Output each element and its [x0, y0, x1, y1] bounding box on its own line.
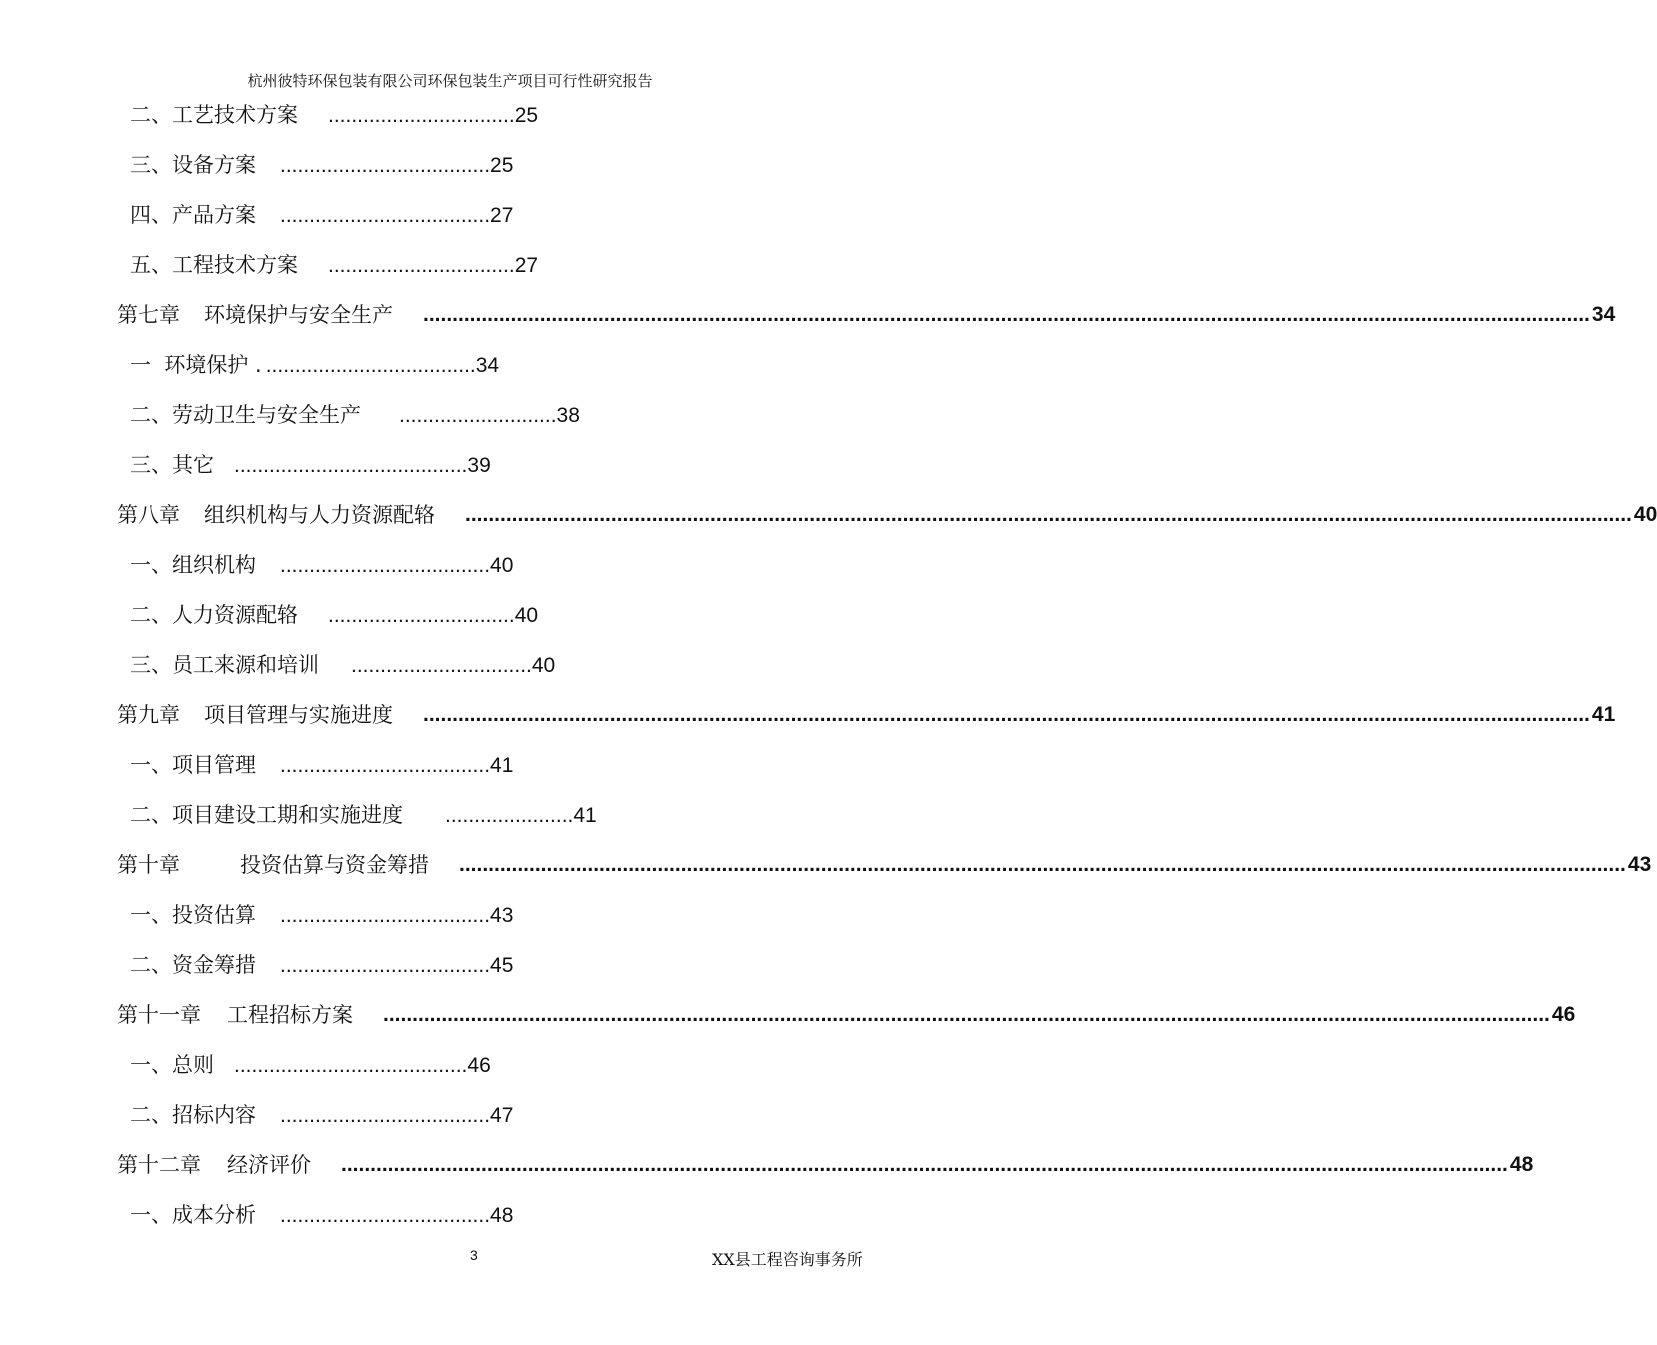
toc-section-entry[interactable]	[130, 400, 580, 430]
section-page-number: 46	[467, 1054, 491, 1077]
chapter-page-number: 34	[1591, 303, 1616, 326]
toc-chapter-entry[interactable]	[117, 300, 1616, 330]
section-page-number: 40	[514, 604, 539, 627]
toc-chapter-entry[interactable]	[117, 1000, 1576, 1030]
toc-section-entry[interactable]	[130, 350, 499, 380]
leader-dots: ....................................	[280, 1104, 491, 1127]
section-title: 二、资金筹措	[130, 953, 256, 977]
chapter-number: 第十一章	[117, 1003, 201, 1027]
chapter-title: 组织机构与人力资源配辂	[204, 503, 435, 527]
footer-organization: XX县工程咨询事务所	[712, 1250, 863, 1269]
leader-dots: ....................................	[280, 904, 491, 927]
section-page-number: 40	[490, 554, 514, 577]
section-page-number: 27	[514, 254, 539, 277]
section-title: 二、人力资源配辂	[130, 603, 298, 627]
chapter-page-number: 40	[1633, 503, 1657, 526]
chapter-page-number: 41	[1591, 703, 1616, 726]
section-title: 三、设备方案	[130, 153, 256, 177]
leader-dots: ........................................................................................................................................................................................................	[423, 703, 1590, 726]
toc-section-entry[interactable]	[130, 100, 538, 130]
section-page-number: 25	[490, 154, 514, 177]
leader-dots: ...........................	[399, 404, 557, 427]
toc-chapter-entry[interactable]	[117, 850, 1652, 880]
chapter-title: 经济评价	[227, 1153, 311, 1177]
section-title: 二、工艺技术方案	[130, 103, 298, 127]
leader-dots: ...............................	[351, 654, 532, 677]
leader-dots: ........................................	[234, 454, 468, 477]
section-page-number: 39	[467, 454, 491, 477]
leader-dots: ........................................................................................................................................................................................................	[423, 303, 1590, 326]
section-title: 一、投资估算	[130, 903, 256, 927]
leader-dots: ........................................................................................................................................................................................................	[383, 1003, 1550, 1026]
leader-dots: ....................................	[280, 754, 491, 777]
leader-dots: ....................................	[265, 354, 476, 377]
toc-section-entry[interactable]	[130, 900, 513, 930]
section-page-number: 27	[490, 204, 514, 227]
section-page-number: 41	[490, 754, 514, 777]
chapter-title: 环境保护与安全生产	[204, 303, 393, 327]
section-title: 一、项目管理	[130, 753, 256, 777]
toc-section-entry[interactable]	[130, 450, 491, 480]
section-title: 一 环境保护 .	[130, 353, 262, 377]
running-header: 杭州彼特环保包装有限公司环保包装生产项目可行性研究报告	[247, 72, 653, 90]
toc-section-entry[interactable]	[130, 250, 538, 280]
chapter-number: 第九章	[117, 703, 180, 727]
section-page-number: 45	[490, 954, 514, 977]
leader-dots: ........................................................................................................................................................................................................	[459, 853, 1626, 876]
leader-dots: ....................................	[280, 954, 491, 977]
chapter-title: 工程招标方案	[227, 1003, 353, 1027]
section-title: 一、组织机构	[130, 553, 256, 577]
section-page-number: 41	[573, 804, 597, 827]
section-page-number: 38	[556, 404, 580, 427]
chapter-title: 项目管理与实施进度	[204, 703, 393, 727]
leader-dots: ......................	[445, 804, 574, 827]
leader-dots: ....................................	[280, 1204, 491, 1227]
toc-chapter-entry[interactable]	[117, 1150, 1534, 1180]
section-title: 四、产品方案	[130, 203, 256, 227]
toc-section-entry[interactable]	[130, 750, 513, 780]
section-page-number: 47	[490, 1104, 514, 1127]
section-page-number: 43	[490, 904, 514, 927]
leader-dots: ................................	[328, 604, 515, 627]
leader-dots: ........................................................................................................................................................................................................	[465, 503, 1632, 526]
leader-dots: ....................................	[280, 554, 491, 577]
chapter-page-number: 43	[1627, 853, 1652, 876]
section-page-number: 40	[531, 654, 556, 677]
leader-dots: ........................................................................................................................................................................................................	[341, 1153, 1508, 1176]
toc-section-entry[interactable]	[130, 150, 513, 180]
leader-dots: ................................	[328, 254, 515, 277]
leader-dots: ....................................	[280, 204, 491, 227]
page-number: 3	[470, 1247, 478, 1263]
toc-section-entry[interactable]	[130, 200, 513, 230]
toc-section-entry[interactable]	[130, 1050, 491, 1080]
leader-dots: ........................................	[234, 1054, 468, 1077]
toc-section-entry[interactable]	[130, 550, 513, 580]
toc-section-entry[interactable]	[130, 650, 555, 680]
chapter-page-number: 48	[1509, 1153, 1534, 1176]
chapter-page-number: 46	[1551, 1003, 1576, 1026]
chapter-number: 第八章	[117, 503, 180, 527]
toc-section-entry[interactable]	[130, 800, 597, 830]
section-title: 二、项目建设工期和实施进度	[130, 803, 403, 827]
chapter-number: 第十二章	[117, 1153, 201, 1177]
section-title: 三、员工来源和培训	[130, 653, 319, 677]
leader-dots: ....................................	[280, 154, 491, 177]
section-title: 二、招标内容	[130, 1103, 256, 1127]
toc-section-entry[interactable]	[130, 600, 538, 630]
section-title: 一、成本分析	[130, 1203, 256, 1227]
toc-section-entry[interactable]	[130, 1100, 513, 1130]
chapter-title: 投资估算与资金筹措	[240, 853, 429, 877]
section-page-number: 48	[490, 1204, 514, 1227]
section-title: 五、工程技术方案	[130, 253, 298, 277]
chapter-number: 第十章	[117, 853, 180, 877]
section-page-number: 25	[514, 104, 539, 127]
toc-chapter-entry[interactable]	[117, 500, 1657, 530]
chapter-number: 第七章	[117, 303, 180, 327]
leader-dots: ................................	[328, 104, 515, 127]
toc-section-entry[interactable]	[130, 950, 513, 980]
toc-section-entry[interactable]	[130, 1200, 513, 1230]
section-title: 一、总则	[130, 1053, 214, 1077]
section-title: 二、劳动卫生与安全生产	[130, 403, 361, 427]
section-page-number: 34	[475, 354, 500, 377]
section-title: 三、其它	[130, 453, 214, 477]
toc-chapter-entry[interactable]	[117, 700, 1616, 730]
